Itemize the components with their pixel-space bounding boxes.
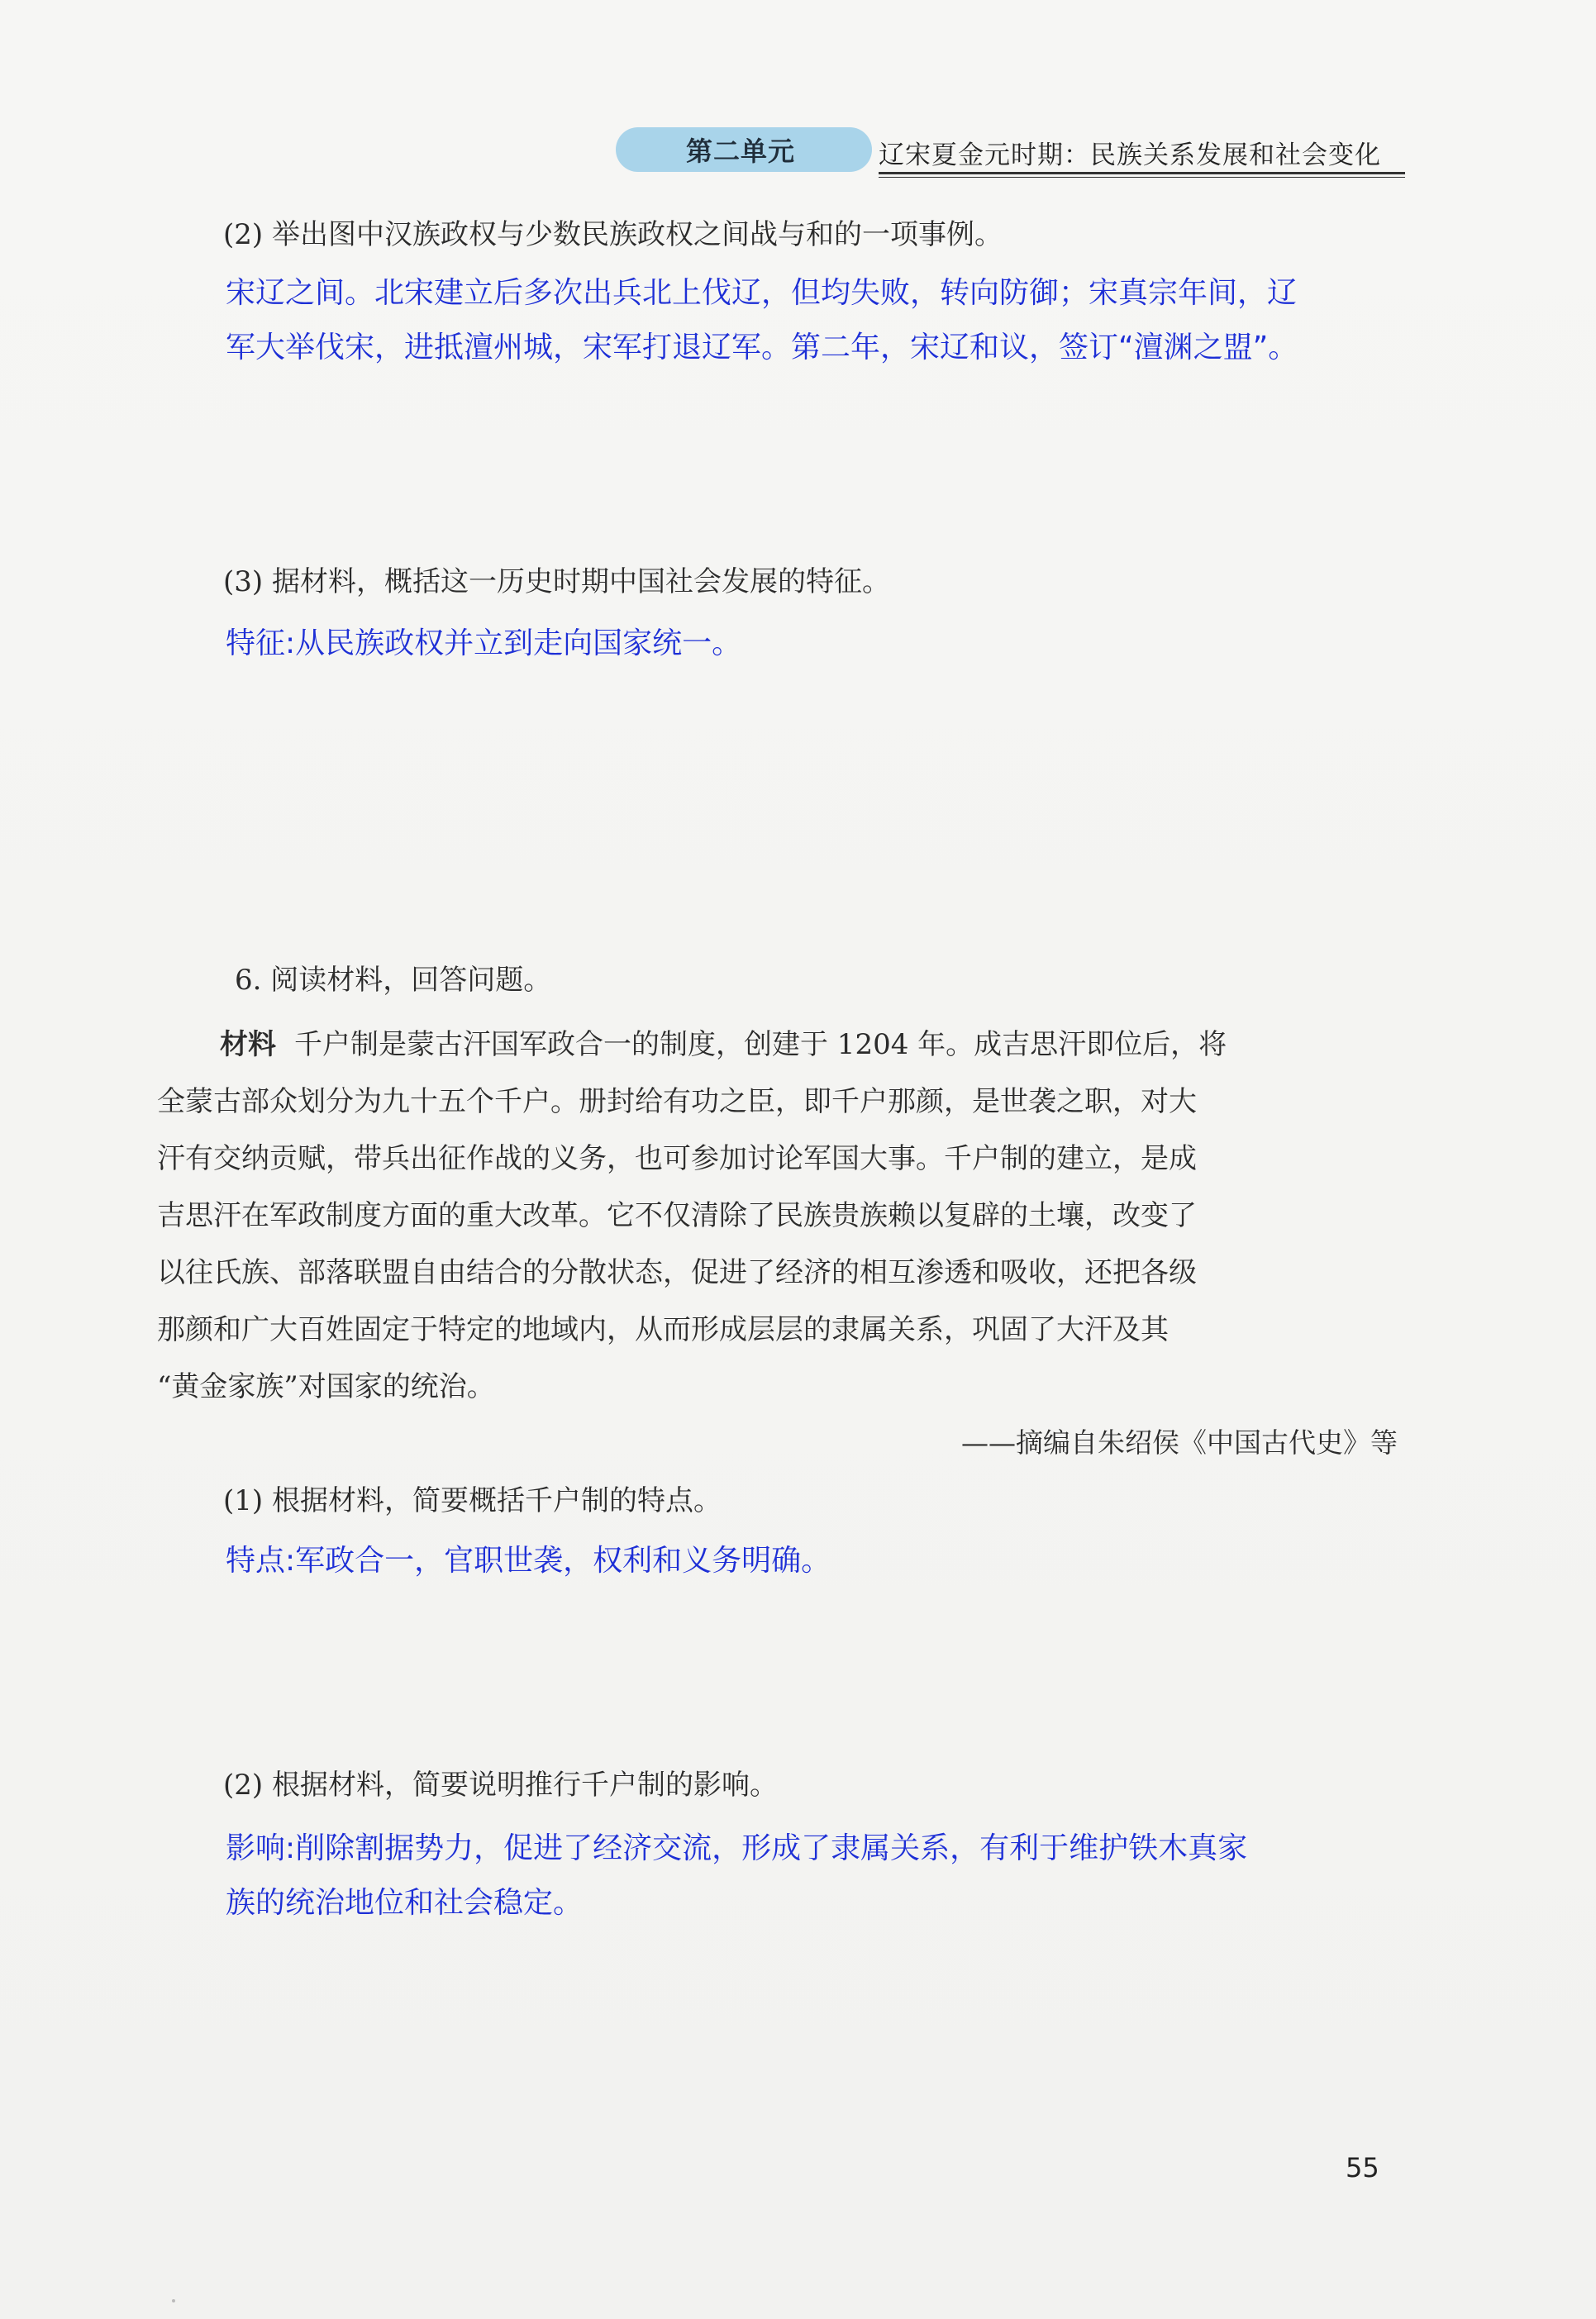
q5-part2-answer [226,266,1416,375]
q6-part2-answer [226,1821,1416,1931]
material-line: 吉思汗在军政制度方面的重大改革。它不仅清除了民族贵族赖以复辟的土壤，改变了 [157,1199,1197,1232]
q5-part3-answer [226,617,1416,671]
unit-subtitle: 辽宋夏金元时期：民族关系发展和社会变化 [879,140,1381,170]
material-line: 以往氏族、部落联盟自由结合的分散状态，促进了经济的相互渗透和吸收，还把各级 [157,1256,1197,1289]
material-source: ——摘编自朱绍侯《中国古代史》等 [961,1426,1398,1459]
q6-part1-answer [226,1534,1416,1588]
material-line: 全蒙古部众划分为九十五个千户。册封给有功之臣，即千户那颜，是世袭之职，对大 [157,1085,1197,1118]
material-line: 材料 千户制是蒙古汗国军政合一的制度，创建于 1204 年。成吉思汗即位后，将 [220,1028,1227,1061]
material-line: “黄金家族”对国家的统治。 [157,1370,495,1403]
page-number: 55 [1346,2152,1379,2183]
answer-line: 族的统治地位和社会稳定。 [226,1886,584,1920]
q6-part1-question: (1) 根据材料，简要概括千户制的特点。 [223,1484,722,1517]
unit-label: 第二单元 [686,136,796,167]
q6-material [157,1017,1405,1416]
material-label: 材料 [220,1028,276,1061]
answer-line: 影响:削除割据势力，促进了经济交流，形成了隶属关系，有利于维护铁木真家 [226,1831,1248,1865]
q6-part2-question: (2) 根据材料，简要说明推行千户制的影响。 [223,1769,778,1802]
paper-speck [172,2299,175,2302]
material-line: 汗有交纳贡赋，带兵出征作战的义务，也可参加讨论军国大事。千户制的建立，是成 [157,1142,1197,1175]
answer-line: 军大举伐宋，进抵澶州城，宋军打退辽军。第二年，宋辽和议，签订“澶渊之盟”。 [226,331,1298,364]
header-divider-thin [879,177,1405,178]
q5-part3-question: (3) 据材料，概括这一历史时期中国社会发展的特征。 [223,565,890,598]
answer-line: 特征:从民族政权并立到走向国家统一。 [226,626,742,660]
q6-title: 6. 阅读材料，回答问题。 [235,964,552,997]
page-header [616,124,1405,175]
header-divider [879,172,1405,174]
answer-line: 宋辽之间。北宋建立后多次出兵北上伐辽，但均失败，转向防御；宋真宗年间，辽 [226,276,1298,310]
material-line: 那颜和广大百姓固定于特定的地域内，从而形成层层的隶属关系，巩固了大汗及其 [157,1313,1169,1346]
q5-part2-question: (2) 举出图中汉族政权与少数民族政权之间战与和的一项事例。 [223,218,1003,251]
answer-line: 特点:军政合一，官职世袭，权利和义务明确。 [226,1544,831,1578]
